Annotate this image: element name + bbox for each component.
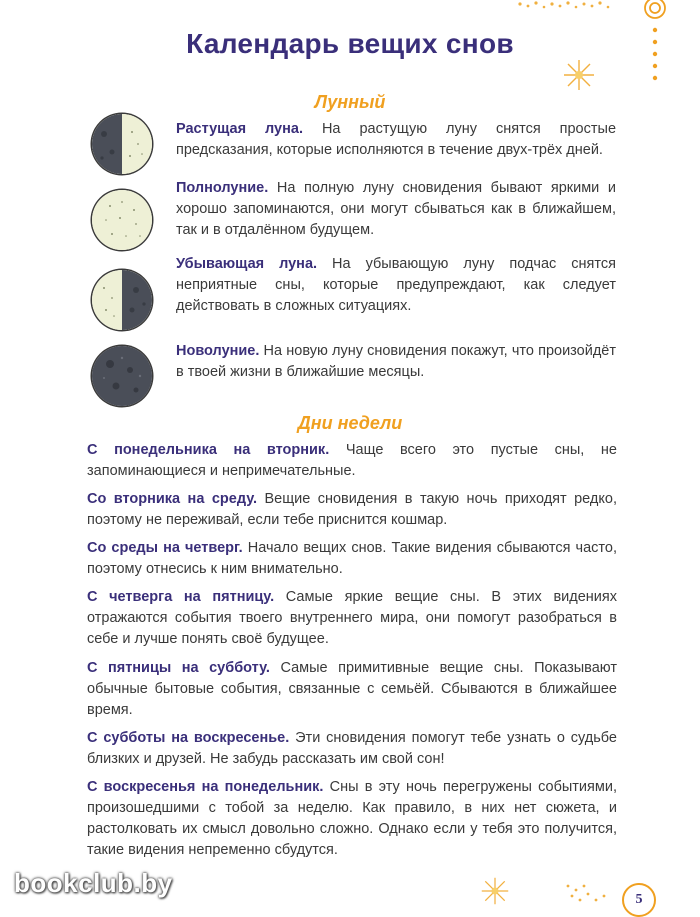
weekday-entry: [87, 489, 617, 531]
section-heading-weekdays: Дни недели: [297, 413, 403, 433]
entry-text: Чаще всего это пустые сны, не запоминающиеся и непримечательные.: [87, 442, 618, 479]
weekday-entry: [87, 728, 617, 770]
entry-text: На полную луну сновидения бывают яркими и хорошо запоминаются, они могут сбываться как в ближайшем, так и в отдалённом будущем.: [176, 180, 616, 238]
entry-text: Эти сновидения помогут тебе узнать о судьбе близких и друзей. Не забудь рассказать им свой сон!: [87, 730, 617, 767]
entry-term: С субботы на воскресенье.: [87, 730, 290, 746]
entry-text: Вещие сновидения в такую ночь приходят редко, поэтому не переживай, если тебе приснится кошмар.: [87, 491, 617, 528]
new-moon-icon: [92, 346, 152, 406]
weekday-entry: [87, 777, 617, 861]
entry-term: Со среды на четверг.: [87, 540, 243, 556]
waxing-moon-icon: [92, 114, 152, 174]
page-title: Календарь вещих снов: [186, 28, 514, 59]
watermark: bookclub.by: [14, 868, 173, 898]
weekday-entry: [87, 440, 617, 482]
sparkle-icon: [480, 876, 510, 906]
lunar-entry: [176, 341, 616, 383]
entry-text: Самые примитивные вещие сны. Показывают обычные бытовые события, связанные с семьёй. Сбываются в ближайшее время.: [87, 660, 617, 718]
weekday-entry: [87, 658, 617, 721]
section-heading-lunar: Лунный: [314, 92, 386, 112]
entry-term: С четверга на пятницу.: [87, 589, 275, 605]
weekday-entry: [87, 587, 617, 650]
full-moon-icon: [92, 190, 152, 250]
entry-text: Начало вещих снов. Такие видения сбываются часто, поэтому отнесись к ним внимательно.: [87, 540, 617, 577]
sparkle-icon: [562, 58, 596, 92]
entry-text: На новую луну сновидения покажут, что произойдёт в твоей жизни в ближайшие месяцы.: [176, 343, 616, 380]
waning-moon-icon: [92, 270, 152, 330]
entry-text: Сны в эту ночь перегружены событиями, произошедшими с тобой за неделю. Как правило, в них нет сюжета, и растолковать их смысл довольно сложно. Однако если у тебя это получится, такие видения непременно сбудутся.: [87, 779, 617, 858]
entry-term: С воскресенья на понедельник.: [87, 779, 324, 795]
lunar-entry: [176, 254, 616, 317]
entry-term: Убывающая луна.: [176, 256, 318, 272]
entry-text: На убывающую луну подчас снятся неприятные сны, которые предупреждают, как следует действовать в сложных ситуациях.: [176, 256, 616, 314]
entry-term: С пятницы на субботу.: [87, 660, 270, 676]
entry-term: С понедельника на вторник.: [87, 442, 330, 458]
entry-text: На растущую луну снятся простые предсказания, которые исполняются в течение двух-трёх дней.: [176, 121, 617, 158]
page-number: 5: [622, 883, 656, 917]
entry-term: Растущая луна.: [176, 121, 303, 137]
entry-text: Самые яркие вещие сны. В этих видениях отражаются события твоего внутреннего мира, они помогут разобраться в себе и лучше понять своё будущее.: [87, 589, 617, 647]
entry-term: Со вторника на среду.: [87, 491, 258, 507]
lunar-entry: [176, 119, 616, 161]
entry-term: Полнолуние.: [176, 180, 269, 196]
entry-term: Новолуние.: [176, 343, 260, 359]
decorative-dots-bottom: [560, 880, 620, 910]
lunar-entry: [176, 178, 616, 241]
weekday-entry: [87, 538, 617, 580]
